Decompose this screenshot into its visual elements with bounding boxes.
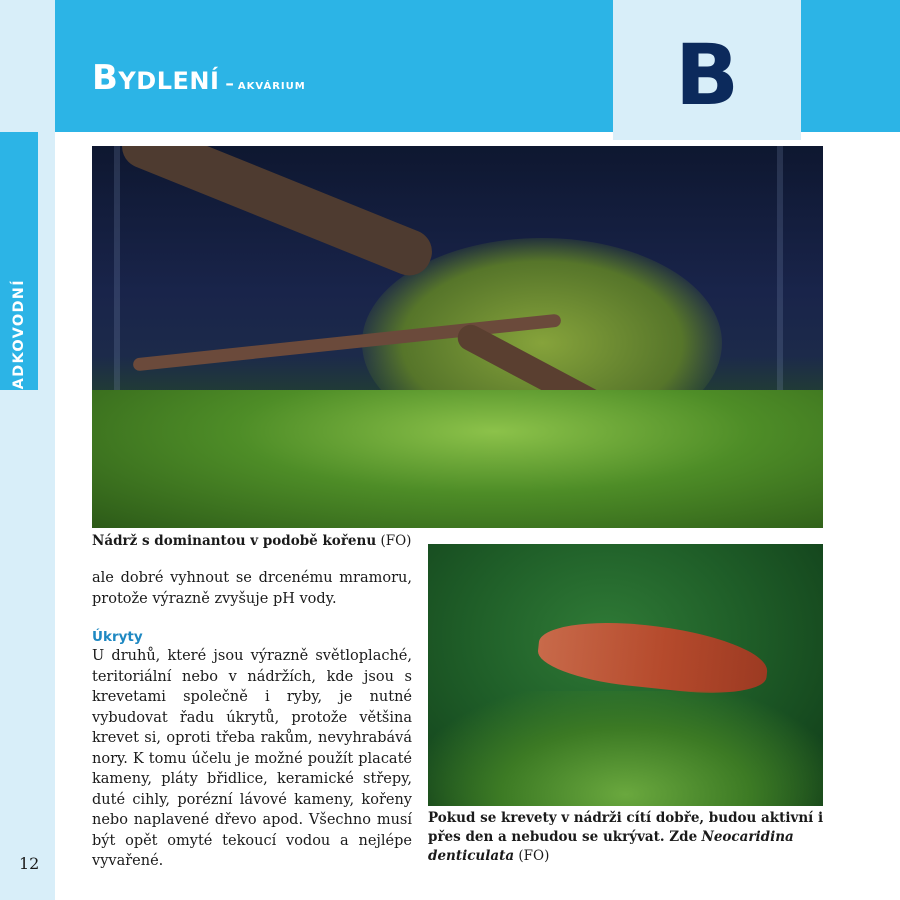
header-bar-right — [801, 0, 900, 132]
aquarium-photo — [92, 146, 823, 528]
figure1-caption — [92, 533, 411, 549]
section-heading-ukryty: Úkryty — [92, 629, 143, 645]
section-letter: B — [674, 26, 740, 124]
moss-carpet — [92, 390, 823, 528]
figure2-caption-text: Pokud se krevety v nádrži cítí dobře, budou aktivní i přes den a nebudou se ukrývat. Zde — [428, 810, 824, 845]
corner-block — [0, 0, 55, 132]
figure2-caption — [428, 809, 828, 866]
body-text — [92, 568, 412, 872]
figure1-caption-credit: (FO) — [380, 533, 412, 549]
title-subtitle: akvárium — [237, 77, 306, 93]
moss-plants — [428, 691, 823, 806]
page-number: 12 — [19, 854, 40, 873]
shrimp-body — [535, 614, 770, 700]
shrimp-photo — [428, 544, 823, 806]
title-dash: – — [225, 74, 234, 94]
title-main: Bydlení — [92, 58, 220, 98]
section-letter-box — [613, 0, 801, 140]
figure1-caption-text: Nádrž s dominantou v podobě kořenu — [92, 533, 377, 549]
figure2-caption-credit: (FO) — [518, 848, 550, 864]
paragraph-continuation: ale dobré vyhnout se drcenému mramoru, protože výrazně zvyšuje pH vody. — [92, 570, 412, 607]
side-tab — [0, 132, 38, 390]
paragraph-ukryty: U druhů, které jsou výrazně světloplaché, teritoriální nebo v nádržích, kde jsou s krevetami společně i ryby, je nutné vybudovat řadu úkrytů, protože většina krevet si, oproti třeba rakům, nevyhrabává nory. K tomu účelu je možné použít placaté kameny, pláty břidlice, keramické střepy, duté cihly, porézní lávové kameny, kořeny nebo naplavené dřevo apod. Všechno musí být opět omyté tekoucí vodou a nejlépe vyvařené. — [92, 648, 412, 869]
page-title — [92, 58, 306, 98]
side-strip-light — [0, 390, 55, 900]
figure2-caption-species: Neocaridina denticulata — [428, 829, 794, 864]
side-strip-light-top — [38, 132, 55, 390]
driftwood-upper — [115, 146, 438, 282]
